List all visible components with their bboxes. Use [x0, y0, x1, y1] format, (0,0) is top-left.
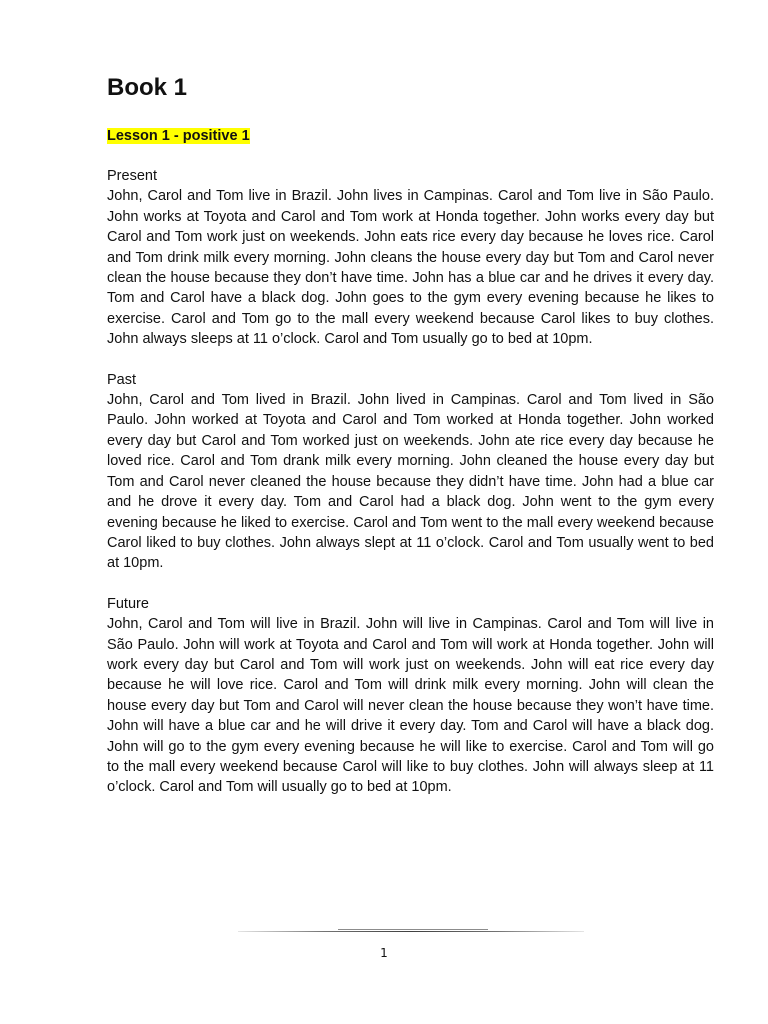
- document-page: [107, 72, 714, 798]
- lesson-title: [107, 126, 714, 146]
- section-text-future: John, Carol and Tom will live in Brazil. John will live in Campinas. Carol and Tom will live in São Paulo. John will work at Toyota and Carol and Tom will work at Honda together. John will work every day but Carol and Tom will work just on weekends. John will eat rice every day because he will love rice. Carol and Tom will drink milk every morning. John will clean the house every day but Tom and Carol will never clean the house because they won’t have time. John will have a blue car and he will drive it every day. Tom and Carol will have a black dog. John will go to the gym every evening because he will like to exercise. Carol and Tom will go to the mall every weekend because Carol will like to buy clothes. John will always sleep at 11 o’clock. Carol and Tom will usually go to bed at 10pm.: [107, 616, 714, 796]
- footer-divider: [238, 929, 584, 932]
- footer-divider-lower-line: [238, 931, 584, 932]
- section-heading-future: Future: [107, 595, 149, 612]
- section-heading-present: Present: [107, 168, 157, 184]
- section-future: [107, 594, 714, 798]
- footer-divider-upper-line: [338, 929, 488, 930]
- section-present: [107, 166, 714, 350]
- page-number: 1: [380, 946, 388, 960]
- book-title: Book 1: [107, 74, 188, 101]
- section-text-past: John, Carol and Tom lived in Brazil. John lived in Campinas. Carol and Tom lived in São Paulo. John worked at Toyota and Carol and Tom worked at Honda together. John worked every day but Carol and Tom worked just on weekends. John ate rice every day because he loved rice. Carol and Tom drank milk every morning. John cleaned the house every day but Tom and Carol never cleaned the house because they didn’t have time. John had a blue car and he drove it every day. Tom and Carol had a black dog. John went to the gym every evening because he liked to exercise. Carol and Tom went to the mall every weekend because Carol liked to buy clothes. John always slept at 11 o’clock. Carol and Tom usually went to bed at 10pm.: [107, 392, 714, 572]
- section-text-present: John, Carol and Tom live in Brazil. John lives in Campinas. Carol and Tom live in São Paulo. John works at Toyota and Carol and Tom work at Honda together. John works every day but Carol and Tom work just on weekends. John eats rice every day because he loves rice. Carol and Tom drink milk every morning. John cleans the house every day but Tom and Carol never clean the house because they don’t have time. John has a blue car and he drives it every day. Tom and Carol have a black dog. John goes to the gym every evening because he likes to exercise. Carol and Tom go to the mall every weekend because Carol likes to buy clothes. John always sleeps at 11 o’clock. Carol and Tom usually go to bed at 10pm.: [107, 188, 714, 348]
- section-heading-past: Past: [107, 371, 137, 388]
- lesson-title-highlight: Lesson 1 - positive 1: [107, 128, 250, 144]
- section-past: [107, 370, 714, 574]
